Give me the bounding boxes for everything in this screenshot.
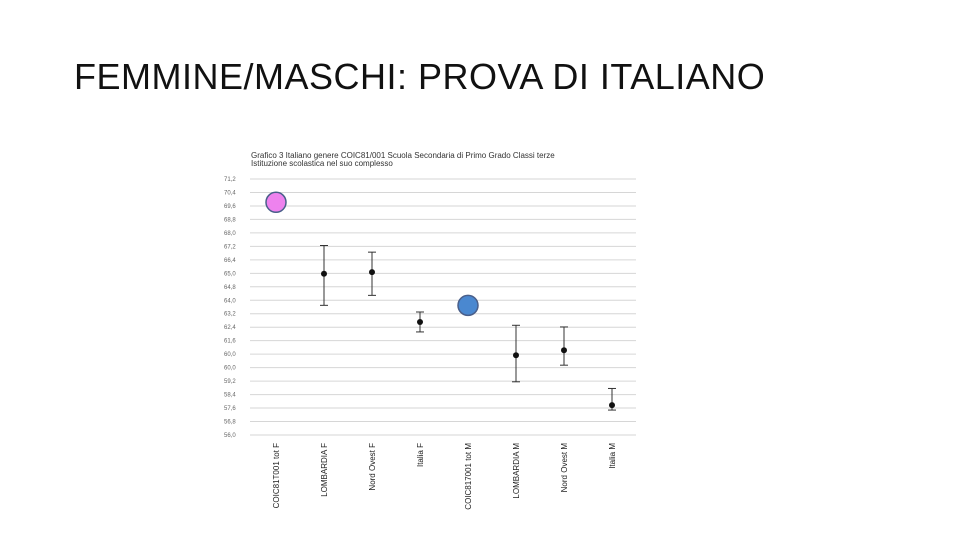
category-label: Nord Ovest M	[560, 443, 569, 493]
category-label: COIC817001 tot M	[464, 443, 473, 510]
slide-title: FEMMINE/MASCHI: PROVA DI ITALIANO	[74, 56, 766, 97]
y-tick-label: 69,6	[224, 203, 236, 210]
y-tick-label: 60,0	[224, 365, 236, 372]
category-labels	[272, 443, 617, 510]
y-tick-label: 61,6	[224, 338, 236, 345]
chart-subtitle: Istituzione scolastica nel suo complesso	[251, 159, 393, 168]
y-tick-label: 59,2	[224, 379, 236, 386]
data-points	[266, 192, 616, 410]
data-point	[609, 402, 615, 408]
y-tick-label: 67,2	[224, 244, 236, 251]
category-label: LOMBARDIA F	[320, 443, 329, 497]
y-tick-label: 64,0	[224, 298, 236, 305]
y-tick-label: 56,8	[224, 419, 236, 426]
grid-lines	[250, 179, 636, 435]
y-tick-label: 70,4	[224, 190, 236, 197]
category-label: Italia F	[416, 443, 425, 468]
y-tick-label: 60,0	[224, 352, 236, 359]
category-label: LOMBARDIA M	[512, 443, 521, 499]
y-tick-label: 62,4	[224, 325, 236, 332]
y-tick-label: 68,0	[224, 230, 236, 237]
y-tick-label: 64,8	[224, 284, 236, 291]
data-point-marker	[458, 295, 478, 315]
y-tick-label: 66,4	[224, 257, 236, 264]
y-tick-label: 68,8	[224, 217, 236, 224]
category-label: Nord Ovest F	[368, 443, 377, 491]
data-point	[369, 269, 375, 275]
y-tick-label: 56,0	[224, 433, 236, 439]
data-point	[513, 352, 519, 358]
y-tick-label: 57,6	[224, 406, 236, 413]
y-tick-labels	[224, 177, 236, 439]
data-point	[321, 271, 327, 277]
y-tick-label: 63,2	[224, 311, 236, 318]
category-label: Italia M	[608, 443, 617, 469]
data-point-marker	[266, 192, 286, 212]
chart-title: Grafico 3 Italiano genere COIC81/001 Scuola Secondaria di Primo Grado Classi terze	[251, 151, 555, 160]
data-point	[561, 347, 567, 353]
y-tick-label: 58,4	[224, 392, 236, 399]
category-label: COIC81T001 tot F	[272, 443, 281, 509]
y-tick-label: 71,2	[224, 177, 236, 183]
data-point	[417, 319, 423, 325]
y-tick-label: 65,0	[224, 271, 236, 278]
